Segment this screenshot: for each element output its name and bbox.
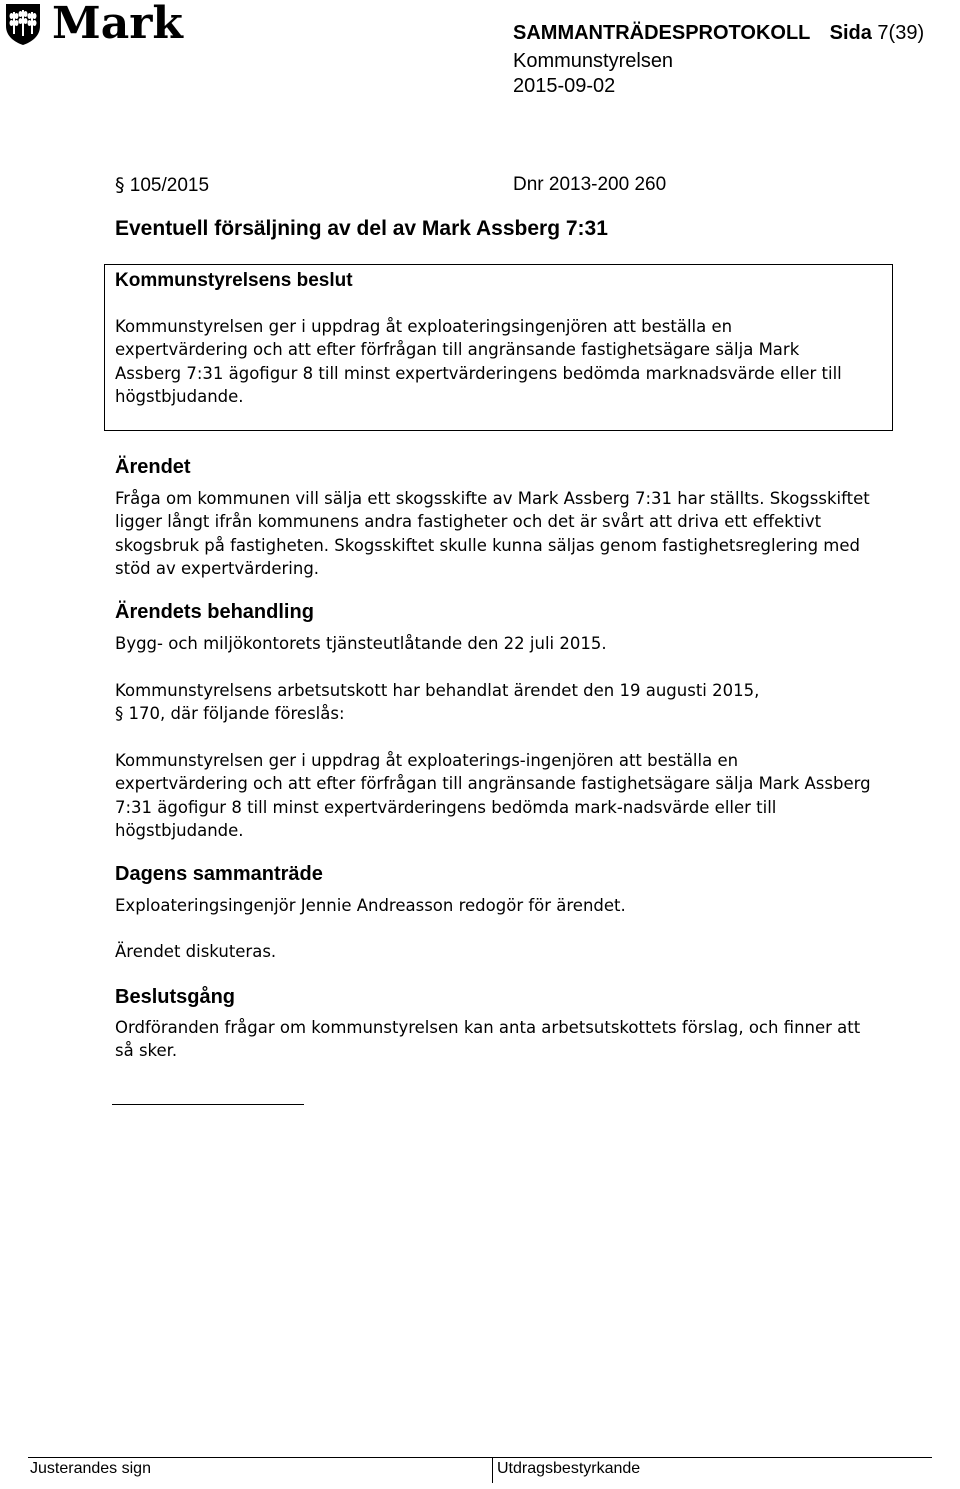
item-title: Eventuell försäljning av del av Mark Assberg 7:31 <box>115 217 608 240</box>
footer-rule <box>28 1457 932 1458</box>
paragraph-sign: § <box>115 174 125 196</box>
protocol-type: SAMMANTRÄDESPROTOKOLL <box>513 22 811 44</box>
behandling-p1: Bygg- och miljökontorets tjänsteutlåtande den 22 juli 2015. <box>115 634 607 653</box>
decision-text: Kommunstyrelsen ger i uppdrag åt exploateringsingenjören att beställa en expertvärdering och att efter förfrågan till angränsande fastighetsägare sälja Mark Assberg 7:31 ägofigur 8 till minst expertvärderingens bedömda marknadsvärde eller till högstbjudande. <box>115 317 842 406</box>
page-number: 7(39) <box>877 22 925 44</box>
dagens-p2: Ärendet diskuteras. <box>115 942 277 961</box>
behandling-p2-end: 170, där följande föreslås: <box>128 704 345 724</box>
municipality-logo <box>4 0 183 49</box>
separator-line <box>112 1104 304 1105</box>
justerandes-sign: Justerandes sign <box>30 1460 151 1477</box>
diary-number: Dnr 2013-200 260 <box>513 174 667 195</box>
meeting-date: 2015-09-02 <box>513 75 616 97</box>
paragraph-sign: § <box>115 704 124 724</box>
beslutsgang-text: Ordföranden frågar om kommunstyrelsen kan anta arbetsutskottets förslag, och finner att så sker. <box>115 1018 861 1061</box>
logo-wordmark: Mark <box>52 0 183 49</box>
decision-box <box>104 264 893 431</box>
behandling-heading: Ärendets behandling <box>115 601 314 623</box>
page-indicator <box>830 22 925 44</box>
beslutsgang-heading: Beslutsgång <box>115 986 236 1008</box>
item-number <box>115 174 209 197</box>
coat-of-arms-icon <box>4 2 42 46</box>
behandling-p2 <box>115 679 875 726</box>
arendet-text: Fråga om kommunen vill sälja ett skogsskifte av Mark Assberg 7:31 har ställts. Skogsskiftet ligger långt ifrån kommunens andra fastigheter och det är svårt att driva ett effektivt skogsbruk på fastigheten. Skogsskiftet skulle kunna säljas genom fastighetsreglering med stöd av expertvärdering. <box>115 489 870 578</box>
behandling-p2-start: Kommunstyrelsens arbetsutskott har behandlat ärendet den 19 augusti 2015, <box>115 681 760 700</box>
behandling-p3: Kommunstyrelsen ger i uppdrag åt exploaterings-ingenjören att beställa en expertvärdering och att efter förfrågan till angränsande fastighetsägare sälja Mark Assberg 7:31 ägofigur 8 till minst expertvärderingens bedömda mark-nadsvärde eller till högstbjudande. <box>115 751 871 840</box>
item-number-value: 105/2015 <box>129 175 210 196</box>
page-label: Sida <box>829 22 872 44</box>
dagens-p1: Exploateringsingenjör Jennie Andreasson redogör för ärendet. <box>115 896 626 915</box>
dagens-heading: Dagens sammanträde <box>115 863 323 885</box>
decision-heading: Kommunstyrelsens beslut <box>115 270 353 291</box>
footer-divider <box>492 1457 493 1483</box>
utdragsbestyrkande: Utdragsbestyrkande <box>497 1460 641 1477</box>
committee-name: Kommunstyrelsen <box>513 50 674 72</box>
protocol-title <box>513 22 924 45</box>
arendet-heading: Ärendet <box>115 456 191 478</box>
